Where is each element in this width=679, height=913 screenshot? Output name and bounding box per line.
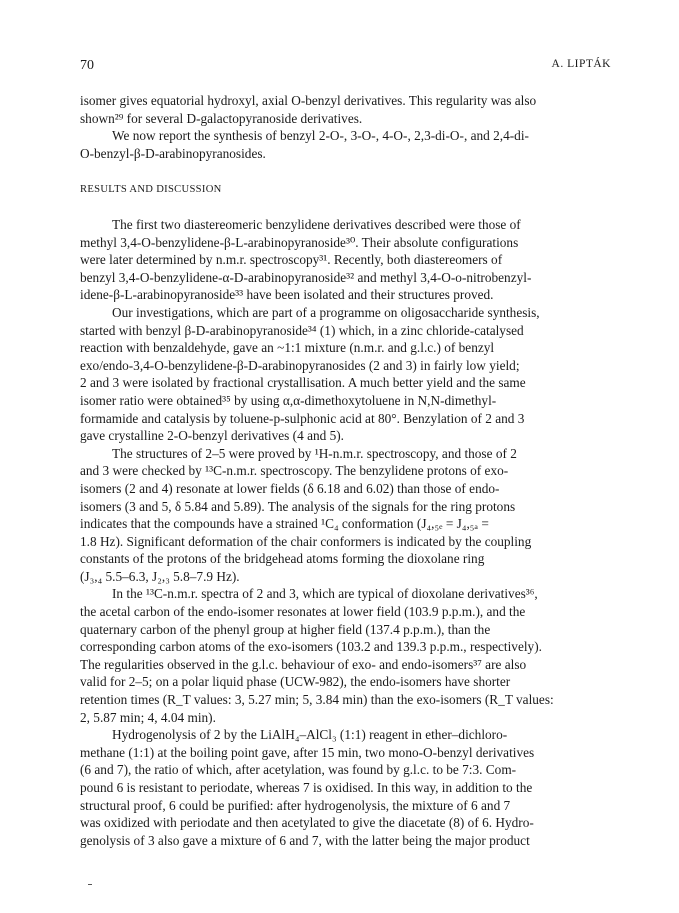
text-line: isomers (3 and 5, δ 5.84 and 5.89). The analysis of the signals for the ring protons bbox=[80, 498, 516, 514]
text-line: Hydrogenolysis of 2 by the LiAlH₄–AlCl₃ (1:1) reagent in ether–dichloro- bbox=[112, 727, 508, 743]
text-line: 2, 5.87 min; 4, 4.04 min). bbox=[80, 709, 216, 725]
text-line: corresponding carbon atoms of the exo-isomers (103.2 and 139.3 p.p.m., respectively). bbox=[80, 639, 542, 655]
text-line: constants of the protons of the bridgehead atoms forming the dioxolane ring bbox=[80, 551, 485, 567]
text-line: We now report the synthesis of benzyl 2-O-, 3-O-, 4-O-, 2,3-di-O-, and 2,4-di- bbox=[112, 128, 529, 144]
body-text bbox=[80, 216, 611, 849]
text-line: reaction with benzaldehyde, gave an ~1:1 mixture (n.m.r. and g.l.c.) of benzyl bbox=[80, 340, 495, 356]
text-line: (J₃,₄ 5.5–6.3, J₂,₃ 5.8–7.9 Hz). bbox=[80, 568, 240, 584]
text-line: methyl 3,4-O-benzylidene-β-L-arabinopyranoside³⁰. Their absolute configurations bbox=[80, 234, 519, 250]
text-line: genolysis of 3 also gave a mixture of 6 and 7, with the latter being the major product bbox=[80, 832, 530, 848]
text-line: (6 and 7), the ratio of which, after acetylation, was found by g.l.c. to be 7:3. Com- bbox=[80, 762, 517, 778]
text-line: methane (1:1) at the boiling point gave, after 15 min, two mono-O-benzyl derivatives bbox=[80, 744, 535, 760]
text-line: isomers (2 and 4) resonate at lower fields (δ 6.18 and 6.02) than those of endo- bbox=[80, 480, 500, 496]
text-line: quaternary carbon of the phenyl group at higher field (137.4 p.p.m.), than the bbox=[80, 621, 491, 637]
text-line: valid for 2–5; on a polar liquid phase (UCW-982), the endo-isomers have shorter bbox=[80, 674, 511, 690]
running-head-author: A. LIPTÁK bbox=[551, 58, 611, 70]
text-line: O-benzyl-β-D-arabinopyranosides. bbox=[80, 145, 266, 161]
text-line: 2 and 3 were isolated by fractional crystallisation. A much better yield and the same bbox=[80, 375, 526, 391]
section-heading: RESULTS AND DISCUSSION bbox=[80, 184, 222, 195]
text-line: The first two diastereomeric benzylidene derivatives described were those of bbox=[112, 217, 521, 232]
text-line: exo/endo-3,4-O-benzylidene-β-D-arabinopyranosides (2 and 3) in fairly low yield; bbox=[80, 357, 520, 373]
text-line: were later determined by n.m.r. spectroscopy³¹. Recently, both diastereomers of bbox=[80, 252, 503, 268]
text-line: shown²⁹ for several D-galactopyranoside derivatives. bbox=[80, 110, 363, 126]
text-line: started with benzyl β-D-arabinopyranoside³⁴ (1) which, in a zinc chloride-catalysed bbox=[80, 322, 524, 338]
text-line: Our investigations, which are part of a programme on oligosaccharide synthesis, bbox=[112, 304, 540, 320]
text-line: structural proof, 6 could be purified: after hydrogenolysis, the mixture of 6 and 7 bbox=[80, 797, 511, 813]
text-line: the acetal carbon of the endo-isomer resonates at lower field (103.9 p.p.m.), and the bbox=[80, 604, 526, 620]
text-line: The structures of 2–5 were proved by ¹H-n.m.r. spectroscopy, and those of 2 bbox=[112, 445, 517, 461]
text-line: The regularities observed in the g.l.c. behaviour of exo- and endo-isomers³⁷ are also bbox=[80, 656, 527, 672]
page-header bbox=[80, 58, 611, 78]
text-line: isomer ratio were obtained³⁵ by using α,α-dimethoxytoluene in N,N-dimethyl- bbox=[80, 392, 497, 408]
text-line: benzyl 3,4-O-benzylidene-α-D-arabinopyranoside³² and methyl 3,4-O-o-nitrobenzyl- bbox=[80, 269, 532, 285]
text-line: was oxidized with periodate and then acetylated to give the diacetate (8) of 6. Hydro- bbox=[80, 815, 534, 831]
intro-paragraphs bbox=[80, 92, 611, 162]
footer-mark bbox=[88, 884, 92, 885]
text-line: isomer gives equatorial hydroxyl, axial O-benzyl derivatives. This regularity was also bbox=[80, 93, 537, 108]
text-line: retention times (R_T values: 3, 5.27 min; 5, 3.84 min) than the exo-isomers (R_T values: bbox=[80, 692, 554, 708]
text-line: idene-β-L-arabinopyranoside³³ have been isolated and their structures proved. bbox=[80, 287, 494, 303]
text-line: In the ¹³C-n.m.r. spectra of 2 and 3, which are typical of dioxolane derivatives³⁶, bbox=[112, 586, 538, 602]
text-line: formamide and catalysis by toluene-p-sulphonic acid at 80°. Benzylation of 2 and 3 bbox=[80, 410, 525, 426]
text-line: and 3 were checked by ¹³C-n.m.r. spectroscopy. The benzylidene protons of exo- bbox=[80, 463, 509, 479]
text-line: gave crystalline 2-O-benzyl derivatives (4 and 5). bbox=[80, 428, 344, 444]
text-line: indicates that the compounds have a strained ¹C₄ conformation (J₄,₅ₑ = J₄,₅ₐ = bbox=[80, 516, 489, 532]
page-number: 70 bbox=[80, 58, 94, 73]
text-line: 1.8 Hz). Significant deformation of the chair conformers is indicated by the coupling bbox=[80, 533, 532, 549]
text-line: pound 6 is resistant to periodate, whereas 7 is oxidised. In this way, in addition to the bbox=[80, 780, 533, 795]
